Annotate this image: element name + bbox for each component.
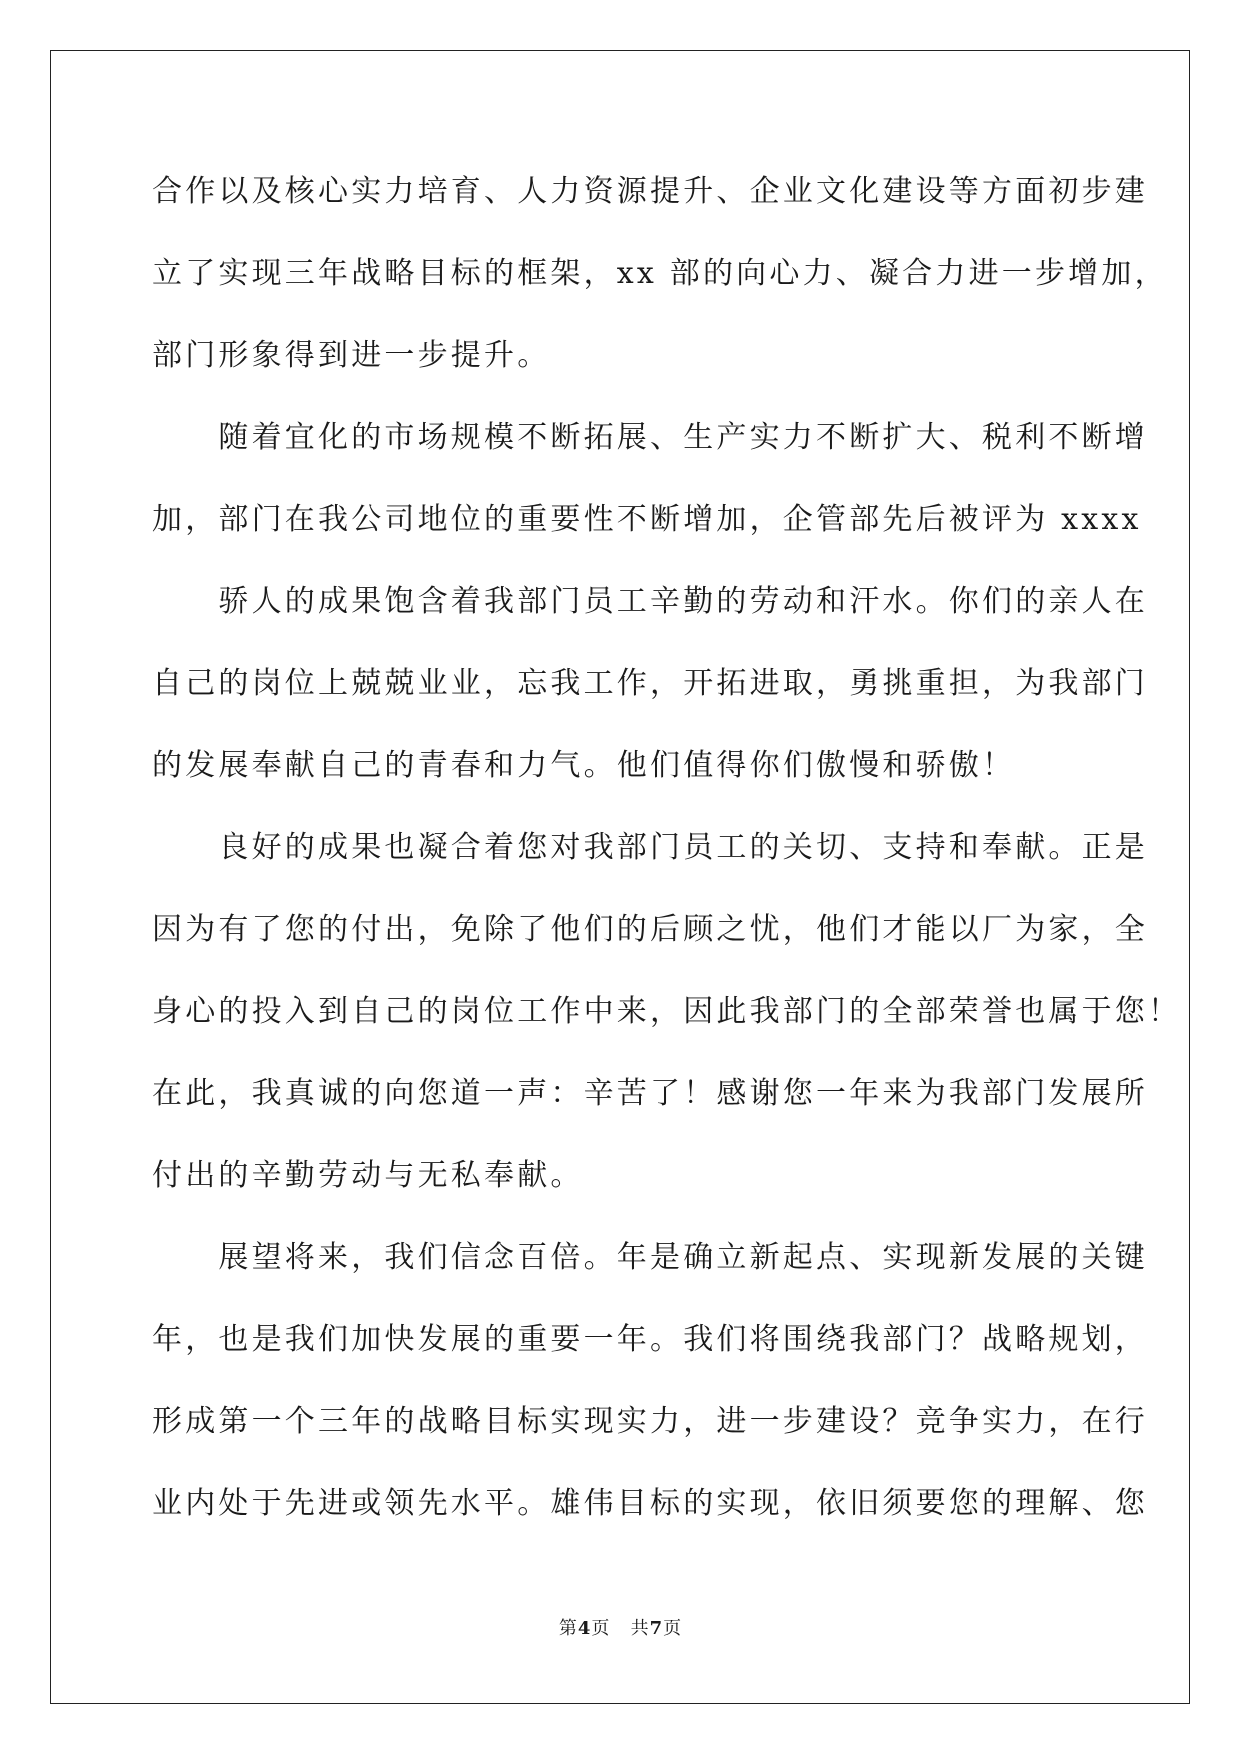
- text-line: 业内处于先进或领先水平。雄伟目标的实现，依旧须要您的理解、您: [152, 1486, 1148, 1521]
- text-line: 付出的辛勤劳动与无私奉献。: [152, 1158, 584, 1193]
- text-line: 加，部门在我公司地位的重要性不断增加，企管部先后被评为 xxxx: [152, 502, 1142, 537]
- text-line: 形成第一个三年的战略目标实现实力，进一步建设？竞争实力，在行: [152, 1404, 1148, 1439]
- text-line: 年，也是我们加快发展的重要一年。我们将围绕我部门？战略规划，: [152, 1322, 1148, 1357]
- text-line: 展望将来，我们信念百倍。年是确立新起点、实现新发展的关键: [152, 1240, 1148, 1275]
- text-line: 随着宜化的市场规模不断拓展、生产实力不断扩大、税利不断增: [152, 420, 1148, 455]
- text-line: 部门形象得到进一步提升。: [152, 338, 551, 373]
- text-line: 因为有了您的付出，免除了他们的后顾之忧，他们才能以厂为家，全: [152, 912, 1148, 947]
- text-line: 在此，我真诚的向您道一声：辛苦了！感谢您一年来为我部门发展所: [152, 1076, 1148, 1111]
- text-line: 身心的投入到自己的岗位工作中来，因此我部门的全部荣誉也属于您！: [152, 994, 1182, 1029]
- footer-suffix: 页: [663, 1618, 683, 1639]
- text-line: 自己的岗位上兢兢业业，忘我工作，开拓进取，勇挑重担，为我部门: [152, 666, 1148, 701]
- text-line: 立了实现三年战略目标的框架，xx 部的向心力、凝合力进一步增加，: [152, 256, 1168, 291]
- text-line: 骄人的成果饱含着我部门员工辛勤的劳动和汗水。你们的亲人在: [152, 584, 1148, 619]
- page-border: [50, 50, 1190, 1704]
- text-line: 的发展奉献自己的青春和力气。他们值得你们傲慢和骄傲！: [152, 748, 1016, 783]
- text-line: 合作以及核心实力培育、人力资源提升、企业文化建设等方面初步建: [152, 174, 1148, 209]
- current-page-number: 4: [577, 1618, 592, 1639]
- total-page-number: 7: [649, 1618, 664, 1639]
- page-footer: [0, 1614, 1241, 1640]
- text-line: 良好的成果也凝合着您对我部门员工的关切、支持和奉献。正是: [152, 830, 1148, 865]
- footer-middle: 页 共: [591, 1618, 650, 1639]
- footer-prefix: 第: [558, 1618, 578, 1639]
